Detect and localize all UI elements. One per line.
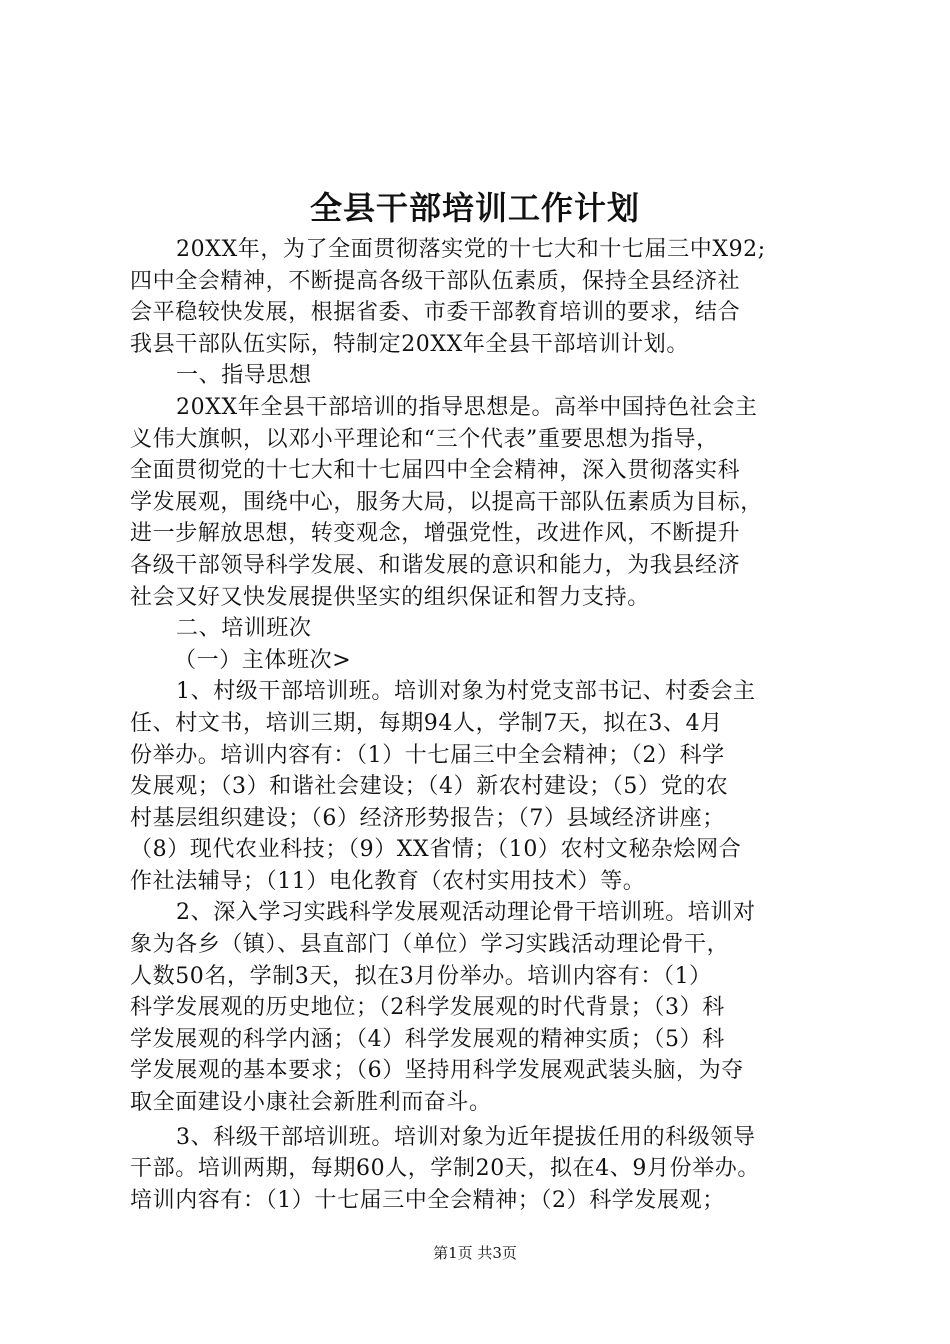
paragraph-line: （8）现代农业科技；（9）XX省情；（10）农村文秘杂烩网合: [130, 837, 742, 863]
paragraph-line: 份举办。培训内容有：（1）十七届三中全会精神；（2）科学: [130, 742, 725, 768]
paragraph-line: 发展观；（3）和谐社会建设；（4）新农村建设；（5）党的农: [130, 774, 729, 800]
paragraph-line: 社会又好又快发展提供坚实的组织保证和智力支持。: [130, 584, 650, 610]
section-heading: 一、指导思想: [176, 363, 312, 389]
section-heading: 二、培训班次: [176, 616, 312, 642]
paragraph-line: 2、深入学习实践科学发展观活动理论骨干培训班。培训对: [176, 900, 756, 926]
paragraph-line: 取全面建设小康社会新胜利而奋斗。: [130, 1090, 492, 1116]
paragraph-line: 义伟大旗帜，以邓小平理论和“三个代表”重要思想为指导，: [130, 426, 719, 452]
document-body: [130, 234, 830, 1216]
paragraph-line: 象为各乡（镇）、县直部门（单位）学习实践活动理论骨干，: [130, 932, 730, 958]
paragraph-line: 学发展观的科学内涵；（4）科学发展观的精神实质；（5）科: [130, 1026, 725, 1052]
paragraph-line: 会平稳较快发展，根据省委、市委干部教育培训的要求，结合: [130, 300, 741, 326]
paragraph-line: 1、村级干部培训班。培训对象为村党支部书记、村委会主: [176, 679, 756, 705]
paragraph-line: 全面贯彻党的十七大和十七届四中全会精神，深入贯彻落实科: [130, 458, 741, 484]
paragraph-line: 任、村文书，培训三期，每期94人，学制7天，拟在3、4月: [130, 710, 723, 736]
paragraph-line: 村基层组织建设；（6）经济形势报告；（7）县域经济讲座；: [130, 805, 725, 831]
paragraph-line: 人数50名，学制3天，拟在3月份举办。培训内容有：（1）: [130, 963, 712, 989]
paragraph-line: 各级干部领导科学发展、和谐发展的意识和能力，为我县经济: [130, 552, 741, 578]
paragraph-line: 20XX年，为了全面贯彻落实党的十七大和十七届三中X92;: [176, 237, 766, 262]
paragraph-line: 四中全会精神，不断提高各级干部队伍素质，保持全县经济社: [130, 268, 741, 294]
paragraph-line: 培训内容有：（1）十七届三中全会精神；（2）科学发展观；: [130, 1187, 725, 1213]
paragraph-line: 学发展观的基本要求；（6）坚持用科学发展观武装头脑，为夺: [130, 1058, 744, 1084]
paragraph-line: 学发展观，围绕中心，服务大局，以提高干部队伍素质为目标，: [130, 489, 763, 515]
subsection-heading: （一）主体班次>: [174, 647, 352, 673]
paragraph-line: 3、科级干部培训班。培训对象为近年提拔任用的科级领导: [176, 1124, 756, 1150]
paragraph-line: 科学发展观的历史地位；（2科学发展观的时代背景；（3）科: [130, 995, 725, 1021]
page-number-footer: 第1页 共3页: [433, 1244, 517, 1262]
document-title: 全县干部培训工作计划: [309, 189, 640, 227]
paragraph-line: 我县干部队伍实际，特制定20XX年全县干部培训计划。: [130, 331, 689, 357]
paragraph-line: 作社法辅导；（11）电化教育（农村实用技术）等。: [130, 868, 646, 894]
paragraph-line: 20XX年全县干部培训的指导思想是。高举中国持色社会主: [176, 394, 758, 420]
paragraph-line: 进一步解放思想，转变观念，增强党性，改进作风，不断提升: [130, 521, 741, 547]
paragraph-line: 干部。培训两期，每期60人，学制20天，拟在4、9月份举办。: [130, 1156, 760, 1182]
